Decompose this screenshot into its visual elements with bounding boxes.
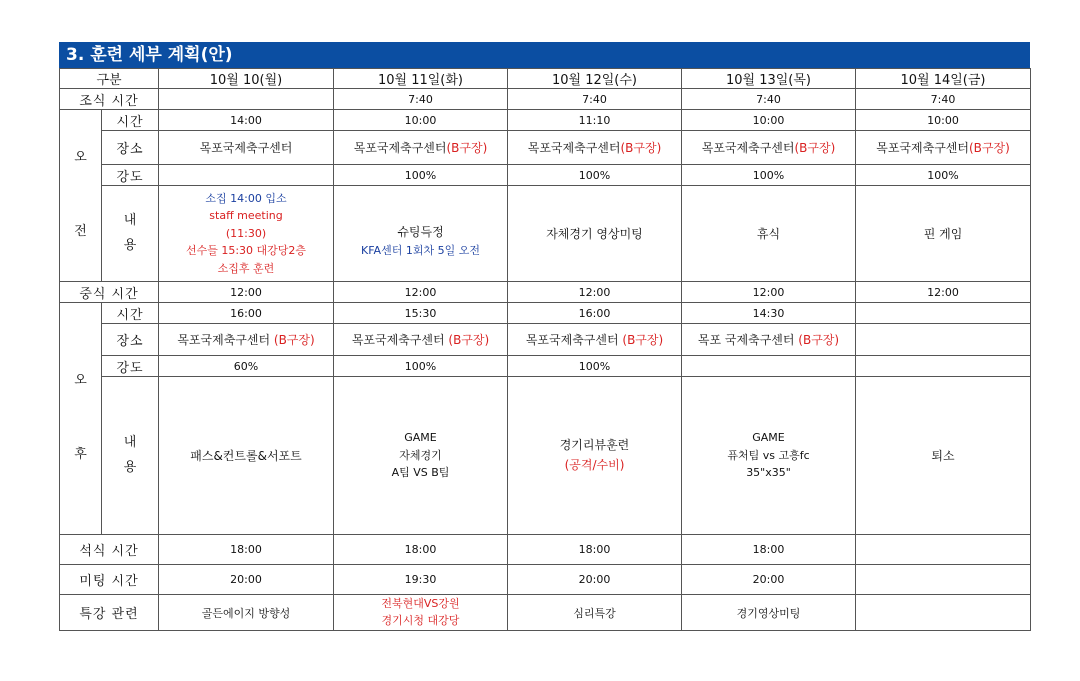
afternoon-intensity-cell: 100%: [334, 356, 508, 377]
morning-intensity-cell: 100%: [334, 165, 508, 186]
morning-label-bottom: 전: [74, 224, 87, 240]
afternoon-content-label: [102, 377, 159, 535]
content-line: A팀 VS B팀: [391, 466, 450, 480]
dinner-cell: [856, 535, 1031, 565]
dinner-cell: 18:00: [508, 535, 682, 565]
breakfast-row: [60, 89, 1031, 110]
content-label-2: 용: [123, 459, 137, 475]
lunch-cell: 12:00: [334, 282, 508, 303]
place-name: 목포국제축구센터: [701, 141, 795, 155]
place-field: (B구장): [968, 141, 1010, 155]
day-header-2: 10월 11일(화): [334, 69, 508, 89]
morning-intensity-cell: 100%: [682, 165, 856, 186]
morning-time-cell: 11:10: [508, 110, 682, 131]
place-name: 목포국제축구센터: [353, 141, 447, 155]
place-field: (B구장): [446, 141, 488, 155]
afternoon-time-label: 시간: [102, 303, 159, 324]
header-row: [60, 69, 1031, 89]
category-header: 구분: [60, 69, 159, 89]
breakfast-cell: [159, 89, 334, 110]
afternoon-intensity-cell: 60%: [159, 356, 334, 377]
morning-content-day2: [334, 186, 508, 282]
afternoon-intensity-cell: [856, 356, 1031, 377]
place-field: (B구장): [798, 333, 840, 347]
afternoon-place-cell: [856, 324, 1031, 356]
morning-place-cell: [159, 131, 334, 165]
afternoon-time-cell: 16:00: [508, 303, 682, 324]
section-title: 3. 훈련 세부 계획(안): [59, 42, 1030, 68]
morning-time-cell: 14:00: [159, 110, 334, 131]
meeting-row: [60, 565, 1031, 595]
afternoon-time-cell: 16:00: [159, 303, 334, 324]
afternoon-content-day4: [682, 377, 856, 535]
afternoon-label-top: 오: [74, 373, 87, 389]
content-line: GAME: [404, 431, 437, 445]
afternoon-time-cell: 14:30: [682, 303, 856, 324]
morning-content-label: [102, 186, 159, 282]
place-field: (B구장): [622, 333, 664, 347]
morning-intensity-label: 강도: [102, 165, 159, 186]
dinner-cell: 18:00: [334, 535, 508, 565]
breakfast-cell: 7:40: [508, 89, 682, 110]
morning-intensity-cell: 100%: [508, 165, 682, 186]
day-header-4: 10월 13일(목): [682, 69, 856, 89]
afternoon-content-day5: 퇴소: [856, 377, 1031, 535]
content-label-2: 용: [123, 237, 137, 253]
meeting-cell: 19:30: [334, 565, 508, 595]
content-line: 슈팅득정: [397, 225, 444, 240]
afternoon-intensity-row: [60, 356, 1031, 377]
afternoon-intensity-cell: [682, 356, 856, 377]
lunch-cell: 12:00: [856, 282, 1031, 303]
place-name: 목포국제축구센터: [177, 333, 274, 347]
morning-section-label: [60, 110, 102, 282]
day-header-5: 10월 14일(금): [856, 69, 1031, 89]
place-field: (B구장): [448, 333, 490, 347]
afternoon-content-day3: [508, 377, 682, 535]
content-line: staff meeting: [209, 209, 283, 223]
content-line: 35"x35": [746, 466, 791, 480]
afternoon-intensity-label: 강도: [102, 356, 159, 377]
content-line: (공격/수비): [564, 457, 625, 472]
afternoon-place-cell: [159, 324, 334, 356]
lecture-label: 특강 관련: [60, 595, 159, 631]
breakfast-cell: 7:40: [856, 89, 1031, 110]
morning-intensity-cell: [159, 165, 334, 186]
morning-time-cell: 10:00: [682, 110, 856, 131]
content-label-1: 내: [123, 212, 137, 228]
morning-place-cell: [856, 131, 1031, 165]
meeting-cell: 20:00: [159, 565, 334, 595]
place-name: 목포국제축구센터: [199, 141, 293, 155]
place-name: 목포국제축구센터: [525, 333, 623, 347]
place-name: 목포국제축구센터: [351, 333, 449, 347]
afternoon-place-cell: [682, 324, 856, 356]
content-line: 퓨처팀 vs 고흥fc: [727, 448, 810, 462]
dinner-cell: 18:00: [682, 535, 856, 565]
lecture-cell: [334, 595, 508, 631]
content-line: 소집후 훈련: [217, 261, 275, 275]
afternoon-content-day2: [334, 377, 508, 535]
morning-place-label: 장소: [102, 131, 159, 165]
morning-label-top: 오: [74, 150, 87, 166]
morning-place-row: [60, 131, 1031, 165]
lunch-cell: 12:00: [682, 282, 856, 303]
morning-place-cell: [334, 131, 508, 165]
day-header-3: 10월 12일(수): [508, 69, 682, 89]
dinner-row: [60, 535, 1031, 565]
afternoon-place-row: [60, 324, 1031, 356]
breakfast-cell: 7:40: [682, 89, 856, 110]
breakfast-label: 조식 시간: [60, 89, 159, 110]
morning-time-label: 시간: [102, 110, 159, 131]
afternoon-time-cell: [856, 303, 1031, 324]
afternoon-time-cell: 15:30: [334, 303, 508, 324]
meeting-cell: 20:00: [682, 565, 856, 595]
content-line: KFA센터 1회차 5일 오전: [361, 244, 480, 258]
lunch-label: 중식 시간: [60, 282, 159, 303]
meeting-cell: [856, 565, 1031, 595]
afternoon-section-label: [60, 303, 102, 535]
place-field: (B구장): [794, 141, 836, 155]
dinner-cell: 18:00: [159, 535, 334, 565]
lecture-cell: 골든에이지 방향성: [159, 595, 334, 631]
lunch-cell: 12:00: [159, 282, 334, 303]
lecture-cell: 심리특강: [508, 595, 682, 631]
content-label-1: 내: [123, 434, 137, 450]
morning-place-cell: [508, 131, 682, 165]
morning-time-cell: 10:00: [334, 110, 508, 131]
training-plan-table: [59, 68, 1031, 631]
afternoon-place-cell: [334, 324, 508, 356]
place-name: 목포 국제축구센터: [697, 333, 799, 347]
morning-content-day5: 핀 게임: [856, 186, 1031, 282]
lecture-cell: 경기영상미팅: [682, 595, 856, 631]
content-line: 자체경기: [399, 448, 442, 462]
place-field: (B구장): [620, 141, 662, 155]
content-line: 소집 14:00 입소: [205, 191, 287, 205]
lecture-cell: [856, 595, 1031, 631]
afternoon-place-cell: [508, 324, 682, 356]
morning-place-cell: [682, 131, 856, 165]
content-line: 경기리뷰훈련: [559, 438, 630, 453]
afternoon-intensity-cell: 100%: [508, 356, 682, 377]
breakfast-cell: 7:40: [334, 89, 508, 110]
morning-time-cell: 10:00: [856, 110, 1031, 131]
day-header-1: 10월 10(월): [159, 69, 334, 89]
meeting-label: 미팅 시간: [60, 565, 159, 595]
morning-intensity-cell: 100%: [856, 165, 1031, 186]
content-line: 경기시청 대강당: [381, 613, 460, 627]
morning-time-row: [60, 110, 1031, 131]
lunch-row: [60, 282, 1031, 303]
morning-content-day1: [159, 186, 334, 282]
afternoon-time-row: [60, 303, 1031, 324]
place-name: 목포국제축구센터: [876, 141, 969, 155]
dinner-label: 석식 시간: [60, 535, 159, 565]
morning-content-row: [60, 186, 1031, 282]
content-line: 선수들 15:30 대강당2층: [185, 244, 307, 258]
morning-content-day4: 휴식: [682, 186, 856, 282]
afternoon-label-bottom: 후: [74, 447, 87, 463]
content-line: (11:30): [225, 226, 267, 240]
afternoon-place-label: 장소: [102, 324, 159, 356]
place-field: (B구장): [273, 333, 315, 347]
morning-content-day3: 자체경기 영상미팅: [508, 186, 682, 282]
meeting-cell: 20:00: [508, 565, 682, 595]
lunch-cell: 12:00: [508, 282, 682, 303]
lecture-row: [60, 595, 1031, 631]
afternoon-content-row: [60, 377, 1031, 535]
place-name: 목포국제축구센터: [527, 141, 621, 155]
content-line: GAME: [752, 431, 785, 445]
afternoon-content-day1: 패스&컨트롤&서포트: [159, 377, 334, 535]
content-line: 전북현대VS강원: [381, 597, 460, 610]
morning-intensity-row: [60, 165, 1031, 186]
